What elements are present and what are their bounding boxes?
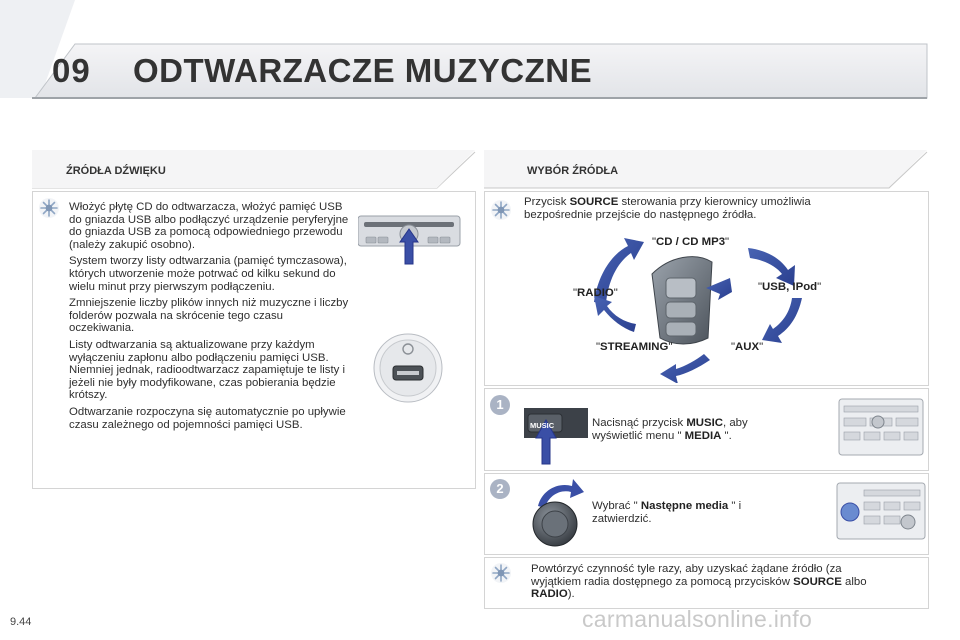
paragraph-autoplay: Odtwarzanie rozpoczyna się automatycznie po upływie czasu zależnego od pojemności pamięci USB.	[69, 405, 346, 431]
paragraph-playlists: System tworzy listy odtwarzania (pamięć tymczasowa), których utworzenie może potrwać od kilku sekund do wielu minut przy pierwszym podłączeniu.	[69, 255, 347, 293]
chapter-title: ODTWARZACZE MUZYCZNE	[133, 52, 593, 89]
right-section-heading: WYBÓR ŹRÓDŁA	[527, 165, 619, 177]
source-intro-text	[524, 196, 864, 221]
music-button-illustration	[524, 404, 588, 466]
cycle-label-aux: "AUX"	[731, 341, 764, 353]
watermark: carmanualsonline.info	[582, 606, 813, 632]
intro-source-keyword: SOURCE	[569, 196, 619, 208]
paragraph-insert-media: Włożyć płytę CD do odtwarzacza, włożyć pamięć USB do gniazda USB albo podłączyć urządzenie peryferyjne do gniazda USB za pomocą odpowiedniego przewodu (należy zakupić osobno).	[69, 201, 349, 251]
cycle-label-usb: "USB, IPod"	[758, 281, 822, 293]
paragraph-updates: Listy odtwarzania są aktualizowane przy każdym wyłączeniu zapłonu albo podłączeniu pamięci USB. Niemniej jednak, radioodtwarzacz zapamiętuje te listy i jeżeli nie były modyfikowane, czas pobierania będzie krótszy.	[69, 338, 346, 402]
step-2-text: Wybrać " Następne media " i zatwierdzić.	[592, 500, 742, 525]
step-1-text: Nacisnąć przycisk MUSIC, aby wyświetlić menu " MEDIA ".	[592, 417, 748, 442]
info-tip-icon	[38, 197, 60, 219]
radio-panel-thumbnail	[836, 482, 926, 540]
step-1-number: 1	[496, 397, 504, 412]
music-button-label: MUSIC	[530, 421, 555, 430]
info-tip-icon	[490, 562, 512, 584]
left-section-heading: ŹRÓDŁA DŹWIĘKU	[66, 165, 166, 177]
paragraph-reduce-files: Zmniejszenie liczby plików innych niż muzyczne i liczby folderów pozwala na skrócenie tego czasu oczekiwania.	[69, 297, 349, 335]
repeat-tip-text: Powtórzyć czynność tyle razy, aby uzyskać żądane źródło (za wyjątkiem radia dostępnego za pomocą przycisków SOURCE albo RADIO).	[531, 563, 867, 601]
source-cycle-diagram	[580, 228, 830, 383]
radio-cd-slot-illustration	[358, 212, 462, 268]
intro-text-post: sterowania przy kierownicy umożliwia bezpośrednie przejście do następnego źródła.	[524, 196, 811, 221]
step-2-number: 2	[496, 481, 504, 496]
radio-panel-thumbnail	[838, 398, 924, 456]
page-number: 9.44	[10, 616, 32, 628]
chapter-number: 09	[52, 52, 91, 89]
cycle-label-radio: "RADIO"	[573, 287, 618, 299]
usb-port-illustration	[372, 332, 444, 404]
left-body-text	[69, 201, 349, 435]
cycle-label-streaming: "STREAMING"	[596, 341, 673, 353]
rotary-knob-illustration	[528, 476, 586, 548]
cycle-label-cd: "CD / CD MP3"	[652, 236, 730, 248]
info-tip-icon	[490, 199, 512, 221]
intro-text-pre: Przycisk	[524, 196, 570, 208]
